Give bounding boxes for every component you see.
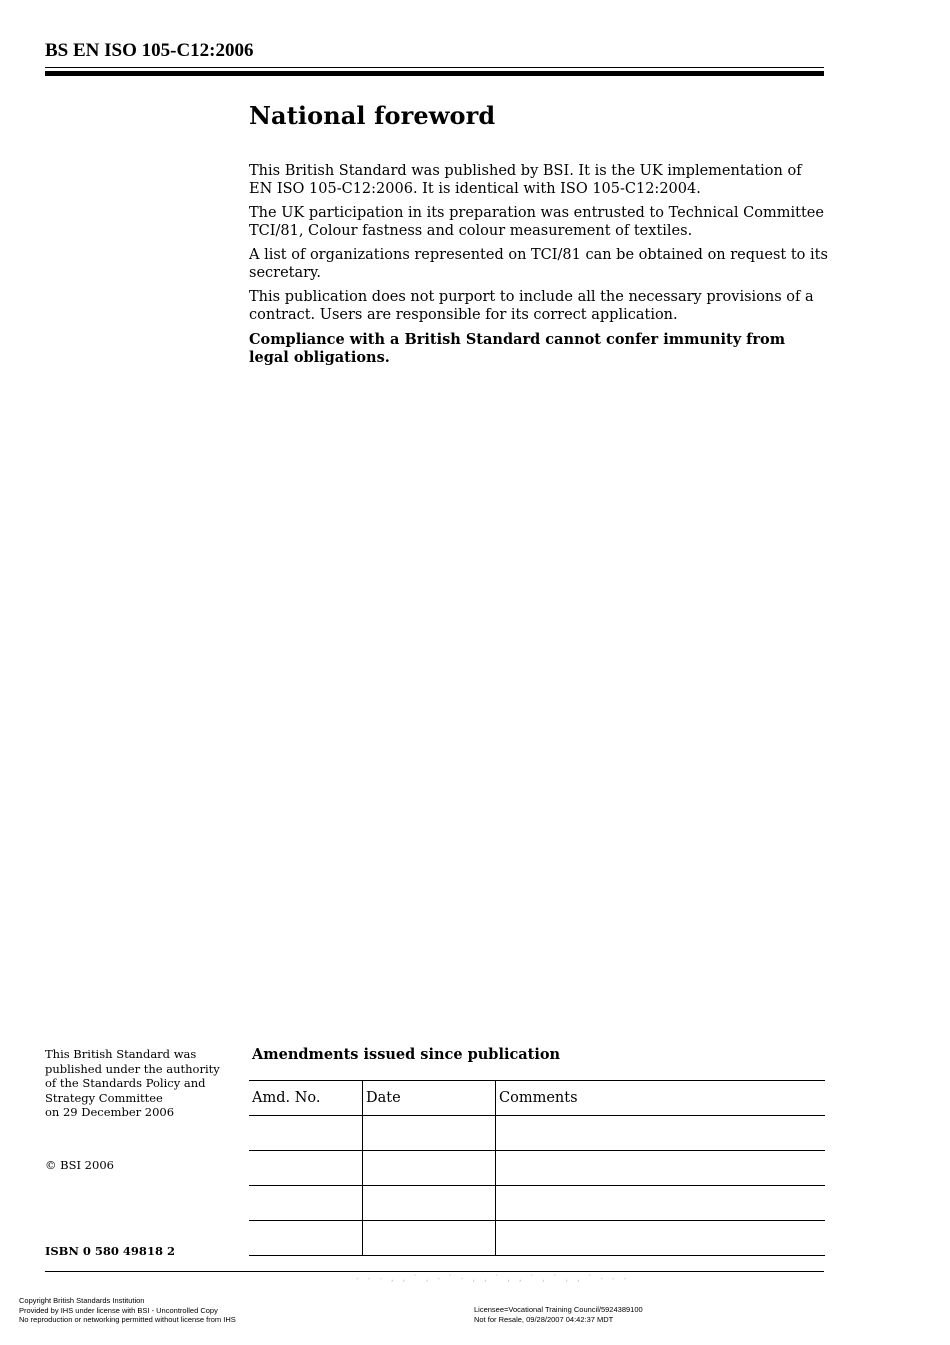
license-line: Not for Resale, 09/28/2007 04:42:37 MDT bbox=[474, 1314, 614, 1324]
table-cell bbox=[496, 1116, 826, 1151]
foreword-paragraph: This publication does not purport to include all the necessary provisions of a contract. Users are responsible for its correct application. bbox=[249, 289, 814, 323]
amendments-table bbox=[249, 1080, 825, 1256]
table-row bbox=[249, 1186, 825, 1221]
table-cell bbox=[496, 1221, 826, 1256]
page-title: National foreword bbox=[249, 101, 496, 130]
footer-rule bbox=[45, 1271, 824, 1272]
foreword-paragraph: This British Standard was published by BSI. It is the UK implementation of EN ISO 105-C12:2006. It is identical with ISO 105-C12:2004. bbox=[249, 163, 802, 197]
isbn: ISBN 0 580 49818 2 bbox=[45, 1244, 175, 1258]
table-cell bbox=[496, 1151, 826, 1186]
authority-line: on 29 December 2006 bbox=[45, 1105, 175, 1119]
publication-authority bbox=[45, 1047, 240, 1120]
license-line: Provided by IHS under license with BSI - Uncontrolled Copy bbox=[19, 1305, 218, 1315]
license-line: No reproduction or networking permitted without license from IHS bbox=[19, 1315, 236, 1324]
table-cell bbox=[363, 1151, 496, 1186]
license-notice-right bbox=[474, 1305, 643, 1324]
column-header-amd-no: Amd. No. bbox=[249, 1081, 363, 1116]
document-number: BS EN ISO 105-C12:2006 bbox=[45, 40, 254, 61]
amendments-title: Amendments issued since publication bbox=[252, 1046, 561, 1063]
authority-line: published under the authority bbox=[45, 1061, 220, 1076]
authority-line: of the Standards Policy and bbox=[45, 1076, 206, 1090]
header-rule-thin bbox=[45, 67, 824, 68]
table-cell bbox=[363, 1116, 496, 1151]
foreword-paragraph: The UK participation in its preparation was entrusted to Technical Committee TCI/81, Colour fastness and colour measurement of textiles. bbox=[249, 205, 824, 239]
table-cell bbox=[249, 1116, 363, 1151]
compliance-statement: Compliance with a British Standard cannot confer immunity from legal obligations. bbox=[249, 331, 786, 366]
foreword-paragraph: A list of organizations represented on TCI/81 can be obtained on request to its secretary. bbox=[249, 247, 828, 281]
table-cell bbox=[363, 1186, 496, 1221]
faint-watermark: - - - , , ` , - ` - , , ` , , ` , ` , , ` - - - bbox=[355, 1274, 629, 1283]
table-cell bbox=[249, 1221, 363, 1256]
table-row bbox=[249, 1116, 825, 1151]
authority-line: Strategy Committee bbox=[45, 1090, 163, 1105]
table-header-row bbox=[249, 1081, 825, 1116]
header-rule-thick bbox=[45, 71, 824, 76]
column-header-date: Date bbox=[363, 1081, 496, 1116]
foreword-body bbox=[249, 163, 829, 373]
license-notice-left bbox=[19, 1296, 236, 1325]
table-cell bbox=[496, 1186, 826, 1221]
table-cell bbox=[249, 1151, 363, 1186]
table-row bbox=[249, 1151, 825, 1186]
table-cell bbox=[249, 1186, 363, 1221]
license-line: Licensee=Vocational Training Council/5924389100 bbox=[474, 1305, 643, 1314]
column-header-comments: Comments bbox=[496, 1081, 826, 1116]
license-line: Copyright British Standards Institution bbox=[19, 1296, 145, 1305]
copyright-notice: © BSI 2006 bbox=[45, 1158, 114, 1172]
table-row bbox=[249, 1221, 825, 1256]
table-cell bbox=[363, 1221, 496, 1256]
authority-line: This British Standard was bbox=[45, 1047, 197, 1061]
